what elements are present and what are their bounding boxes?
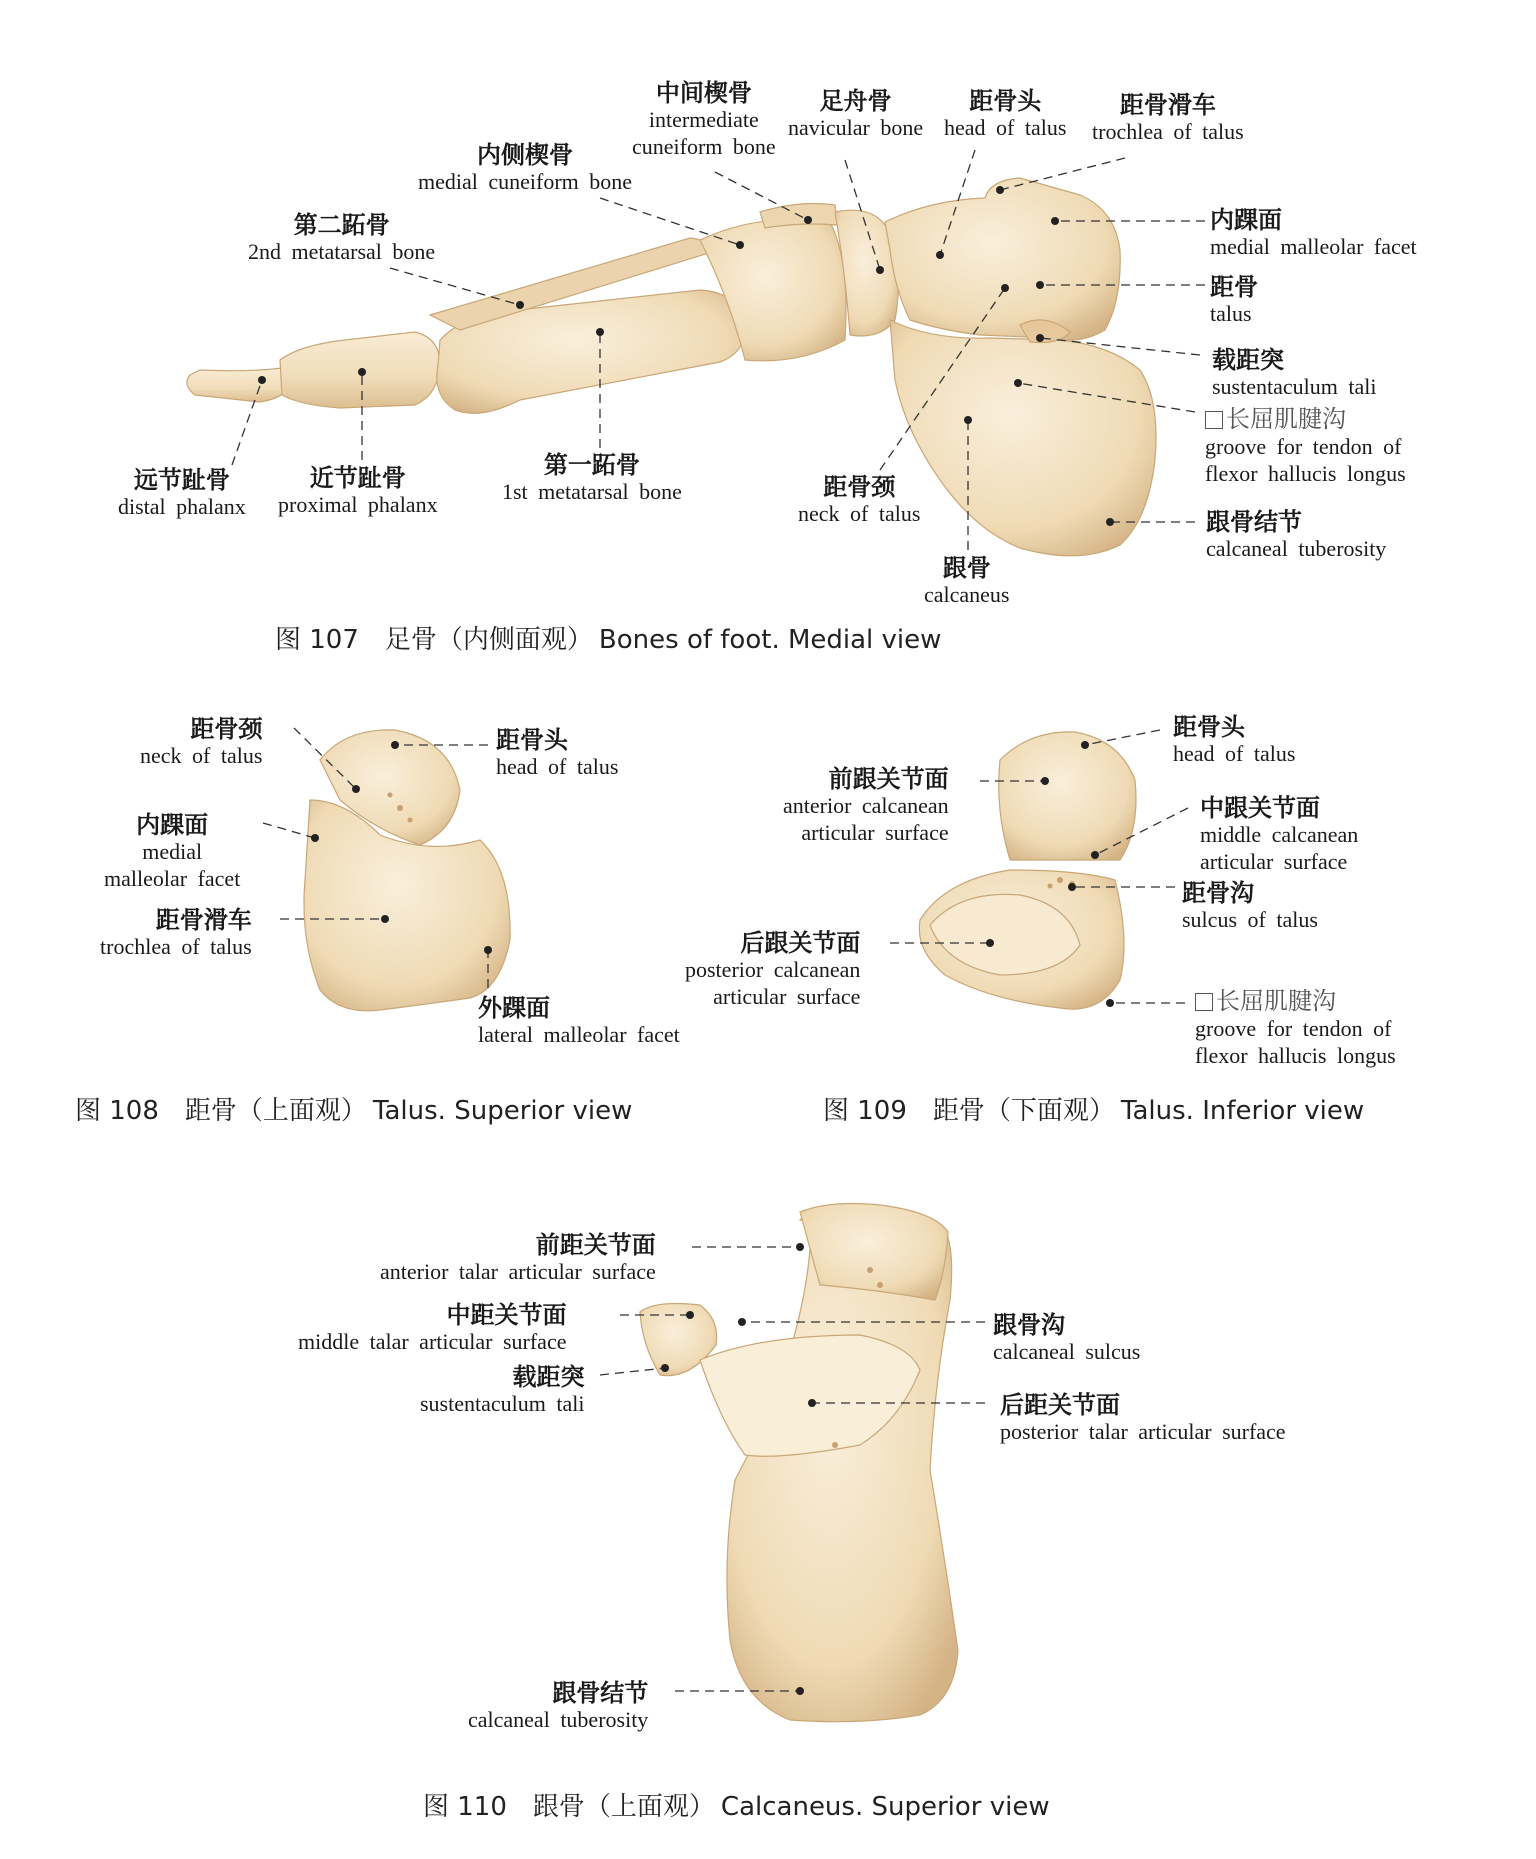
label-109-head-of-talus: 距骨头 head of talus bbox=[1173, 712, 1296, 767]
label-groove-flexor-hallucis: 长屈肌腱沟 groove for tendon of flexor hallucis longus bbox=[1205, 405, 1406, 487]
label-110-sustentaculum: 载距突 sustentaculum tali bbox=[420, 1362, 585, 1417]
label-109-groove-flexor: 长屈肌腱沟 groove for tendon of flexor hallucis longus bbox=[1195, 987, 1396, 1069]
label-109-posterior-calcanean: 后跟关节面 posterior calcanean articular surface bbox=[685, 928, 861, 1010]
label-109-anterior-calcanean: 前跟关节面 anterior calcanean articular surface bbox=[783, 764, 949, 846]
label-neck-of-talus: 距骨颈 neck of talus bbox=[798, 472, 921, 527]
label-110-middle-talar: 中距关节面 middle talar articular surface bbox=[298, 1300, 567, 1355]
label-108-head-of-talus: 距骨头 head of talus bbox=[496, 725, 619, 780]
talus-shape bbox=[885, 178, 1120, 340]
label-first-metatarsal: 第一跖骨 1st metatarsal bone bbox=[502, 450, 682, 505]
caption-fig108: 图 108 距骨（上面观） Talus. Superior view bbox=[75, 1096, 633, 1126]
distal-phalanx-shape bbox=[187, 368, 290, 402]
label-108-neck-of-talus: 距骨颈 neck of talus bbox=[140, 714, 263, 769]
calcaneus-superior-illustration bbox=[640, 1204, 958, 1722]
label-108-trochlea-of-talus: 距骨滑车 trochlea of talus bbox=[100, 905, 252, 960]
label-108-lateral-malleolar: 外踝面 lateral malleolar facet bbox=[478, 993, 680, 1048]
talus-superior-illustration bbox=[304, 730, 510, 1011]
caption-fig109: 图 109 距骨（下面观） Talus. Inferior view bbox=[823, 1096, 1365, 1126]
label-navicular-bone: 足舟骨 navicular bone bbox=[788, 86, 924, 141]
label-110-posterior-talar: 后距关节面 posterior talar articular surface bbox=[1000, 1390, 1286, 1445]
label-calcaneus: 跟骨 calcaneus bbox=[924, 553, 1010, 608]
box-icon bbox=[1195, 993, 1213, 1011]
calcaneus-front-shape bbox=[800, 1204, 948, 1300]
label-distal-phalanx: 远节趾骨 distal phalanx bbox=[118, 465, 246, 520]
label-sustentaculum-tali: 载距突 sustentaculum tali bbox=[1212, 345, 1377, 400]
label-intermediate-cuneiform: 中间楔骨 intermediate cuneiform bone bbox=[632, 78, 776, 160]
label-talus: 距骨 talus bbox=[1210, 272, 1258, 327]
label-110-calcaneal-sulcus: 跟骨沟 calcaneal sulcus bbox=[993, 1310, 1141, 1365]
box-icon bbox=[1205, 411, 1223, 429]
label-calcaneal-tuberosity: 跟骨结节 calcaneal tuberosity bbox=[1206, 507, 1387, 562]
talus-inferior-head-shape bbox=[999, 732, 1136, 860]
label-109-middle-calcanean: 中跟关节面 middle calcanean articular surface bbox=[1200, 793, 1359, 875]
label-109-sulcus-of-talus: 距骨沟 sulcus of talus bbox=[1182, 878, 1318, 933]
label-second-metatarsal: 第二跖骨 2nd metatarsal bone bbox=[248, 210, 436, 265]
label-trochlea-of-talus: 距骨滑车 trochlea of talus bbox=[1092, 90, 1244, 145]
label-proximal-phalanx: 近节趾骨 proximal phalanx bbox=[278, 463, 438, 518]
caption-fig107: 图 107 足骨（内侧面观） Bones of foot. Medial view bbox=[275, 625, 942, 655]
label-110-anterior-talar: 前距关节面 anterior talar articular surface bbox=[380, 1230, 656, 1285]
talus-inferior-illustration bbox=[919, 732, 1136, 1009]
caption-fig110: 图 110 跟骨（上面观） Calcaneus. Superior view bbox=[423, 1792, 1050, 1822]
label-110-calcaneal-tuberosity: 跟骨结节 calcaneal tuberosity bbox=[468, 1678, 649, 1733]
label-medial-cuneiform: 内侧楔骨 medial cuneiform bone bbox=[418, 140, 633, 195]
calcaneus-shape bbox=[890, 320, 1156, 556]
label-head-of-talus: 距骨头 head of talus bbox=[944, 86, 1067, 141]
label-medial-malleolar-facet: 内踝面 medial malleolar facet bbox=[1210, 205, 1417, 260]
label-108-medial-malleolar: 内踝面 medial malleolar facet bbox=[104, 810, 241, 892]
